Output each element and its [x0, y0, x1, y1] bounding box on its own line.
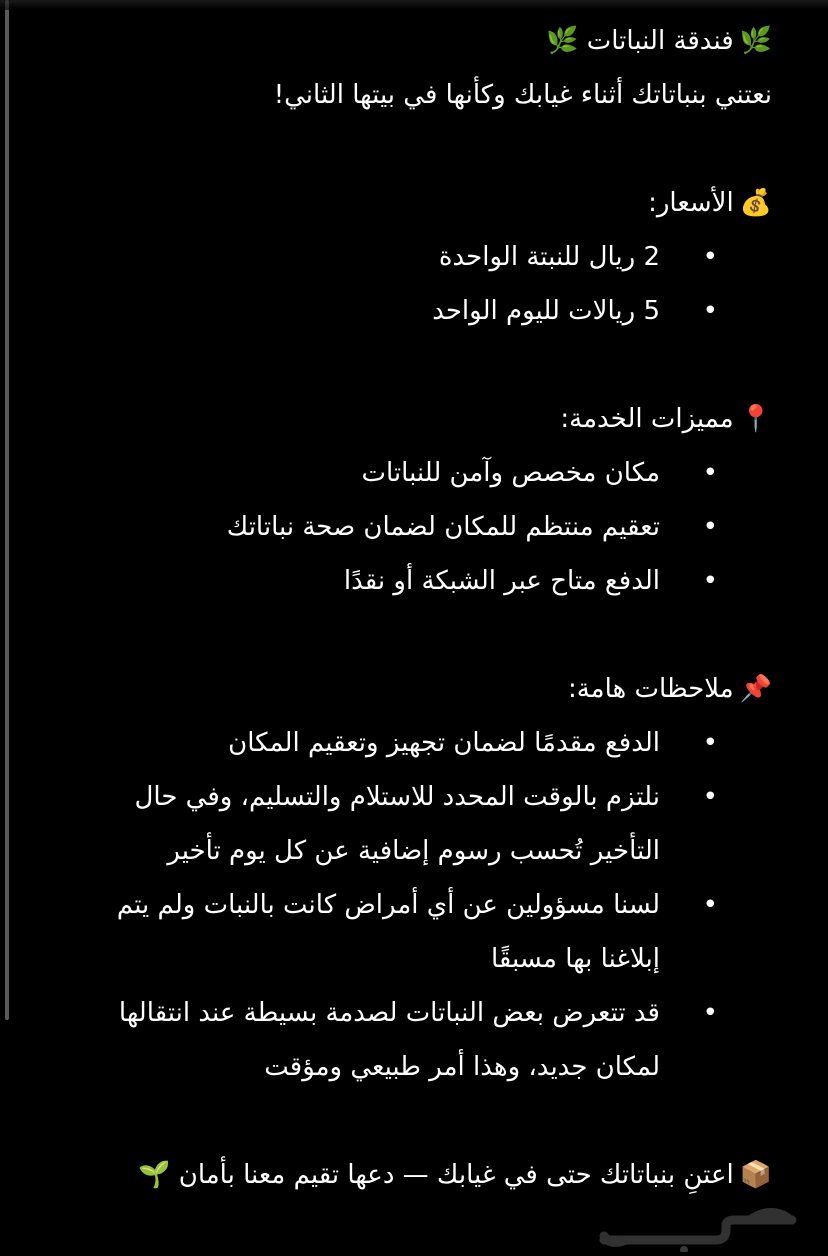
bullet-icon: • [702, 512, 718, 542]
seedling-icon: 🌱 [138, 1160, 171, 1190]
post-title-row [70, 14, 772, 68]
list-item-text: 2 ريال للنبتة الواحدة [438, 242, 660, 272]
list-item [70, 986, 772, 1094]
list-item [70, 770, 772, 878]
post-title: فندقة النباتات [586, 26, 734, 56]
notes-heading-row [70, 662, 772, 716]
bullet-icon: • [702, 458, 718, 488]
list-item-text: لسنا مسؤولين عن أي أمراض كانت بالنبات ولم يتم إبلاغنا بها مسبقًا [116, 890, 660, 974]
features-heading-row [70, 392, 772, 446]
pushpin-icon: 📌 [739, 674, 772, 704]
bullet-icon: • [702, 242, 718, 272]
haraj-watermark-logo [596, 1196, 816, 1252]
list-item [70, 878, 772, 986]
bullet-icon: • [702, 728, 718, 758]
list-item [70, 230, 772, 284]
bullet-icon: • [702, 890, 718, 920]
post-footer: اعتنِ بنباتاتك حتى في غيابك — دعها تقيم معنا بأمان [178, 1160, 734, 1190]
round-pushpin-icon: 📍 [739, 404, 772, 434]
money-bag-icon: 💰 [739, 188, 772, 218]
package-icon: 📦 [739, 1160, 772, 1190]
bullet-icon: • [702, 782, 718, 812]
herb-icon: 🌿 [739, 26, 772, 56]
herb-icon: 🌿 [546, 26, 579, 56]
bullet-icon: • [702, 296, 718, 326]
list-item-text: 5 ريالات لليوم الواحد [432, 296, 660, 326]
post-body [70, 0, 772, 1202]
list-item-text: تعقيم منتظم للمكان لضمان صحة نباتاتك [226, 512, 660, 542]
list-item-text: الدفع مقدمًا لضمان تجهيز وتعقيم المكان [228, 728, 660, 758]
list-item-text: الدفع متاح عبر الشبكة أو نقدًا [343, 566, 660, 596]
bullet-icon: • [702, 998, 718, 1028]
post-footer-row [70, 1148, 772, 1202]
notes-heading: ملاحظات هامة: [567, 674, 734, 704]
list-item-text: قد تتعرض بعض النباتات لصدمة بسيطة عند انتقالها لمكان جديد، وهذا أمر طبيعي ومؤقت [118, 998, 660, 1082]
list-item [70, 446, 772, 500]
list-item [70, 284, 772, 338]
scrollbar-track[interactable] [0, 0, 14, 1256]
list-item-text: نلتزم بالوقت المحدد للاستلام والتسليم، وفي حال التأخير تُحسب رسوم إضافية عن كل يوم تأخير [134, 782, 660, 866]
bullet-icon: • [702, 566, 718, 596]
scrollbar-thumb[interactable] [5, 0, 9, 1020]
post-subtitle: نعتني بنباتاتك أثناء غيابك وكأنها في بيتها الثاني! [273, 80, 772, 110]
list-item-text: مكان مخصص وآمن للنباتات [361, 458, 660, 488]
list-item [70, 554, 772, 608]
prices-heading: الأسعار: [648, 188, 734, 218]
list-item [70, 716, 772, 770]
prices-heading-row [70, 176, 772, 230]
features-heading: مميزات الخدمة: [560, 404, 734, 434]
list-item [70, 500, 772, 554]
